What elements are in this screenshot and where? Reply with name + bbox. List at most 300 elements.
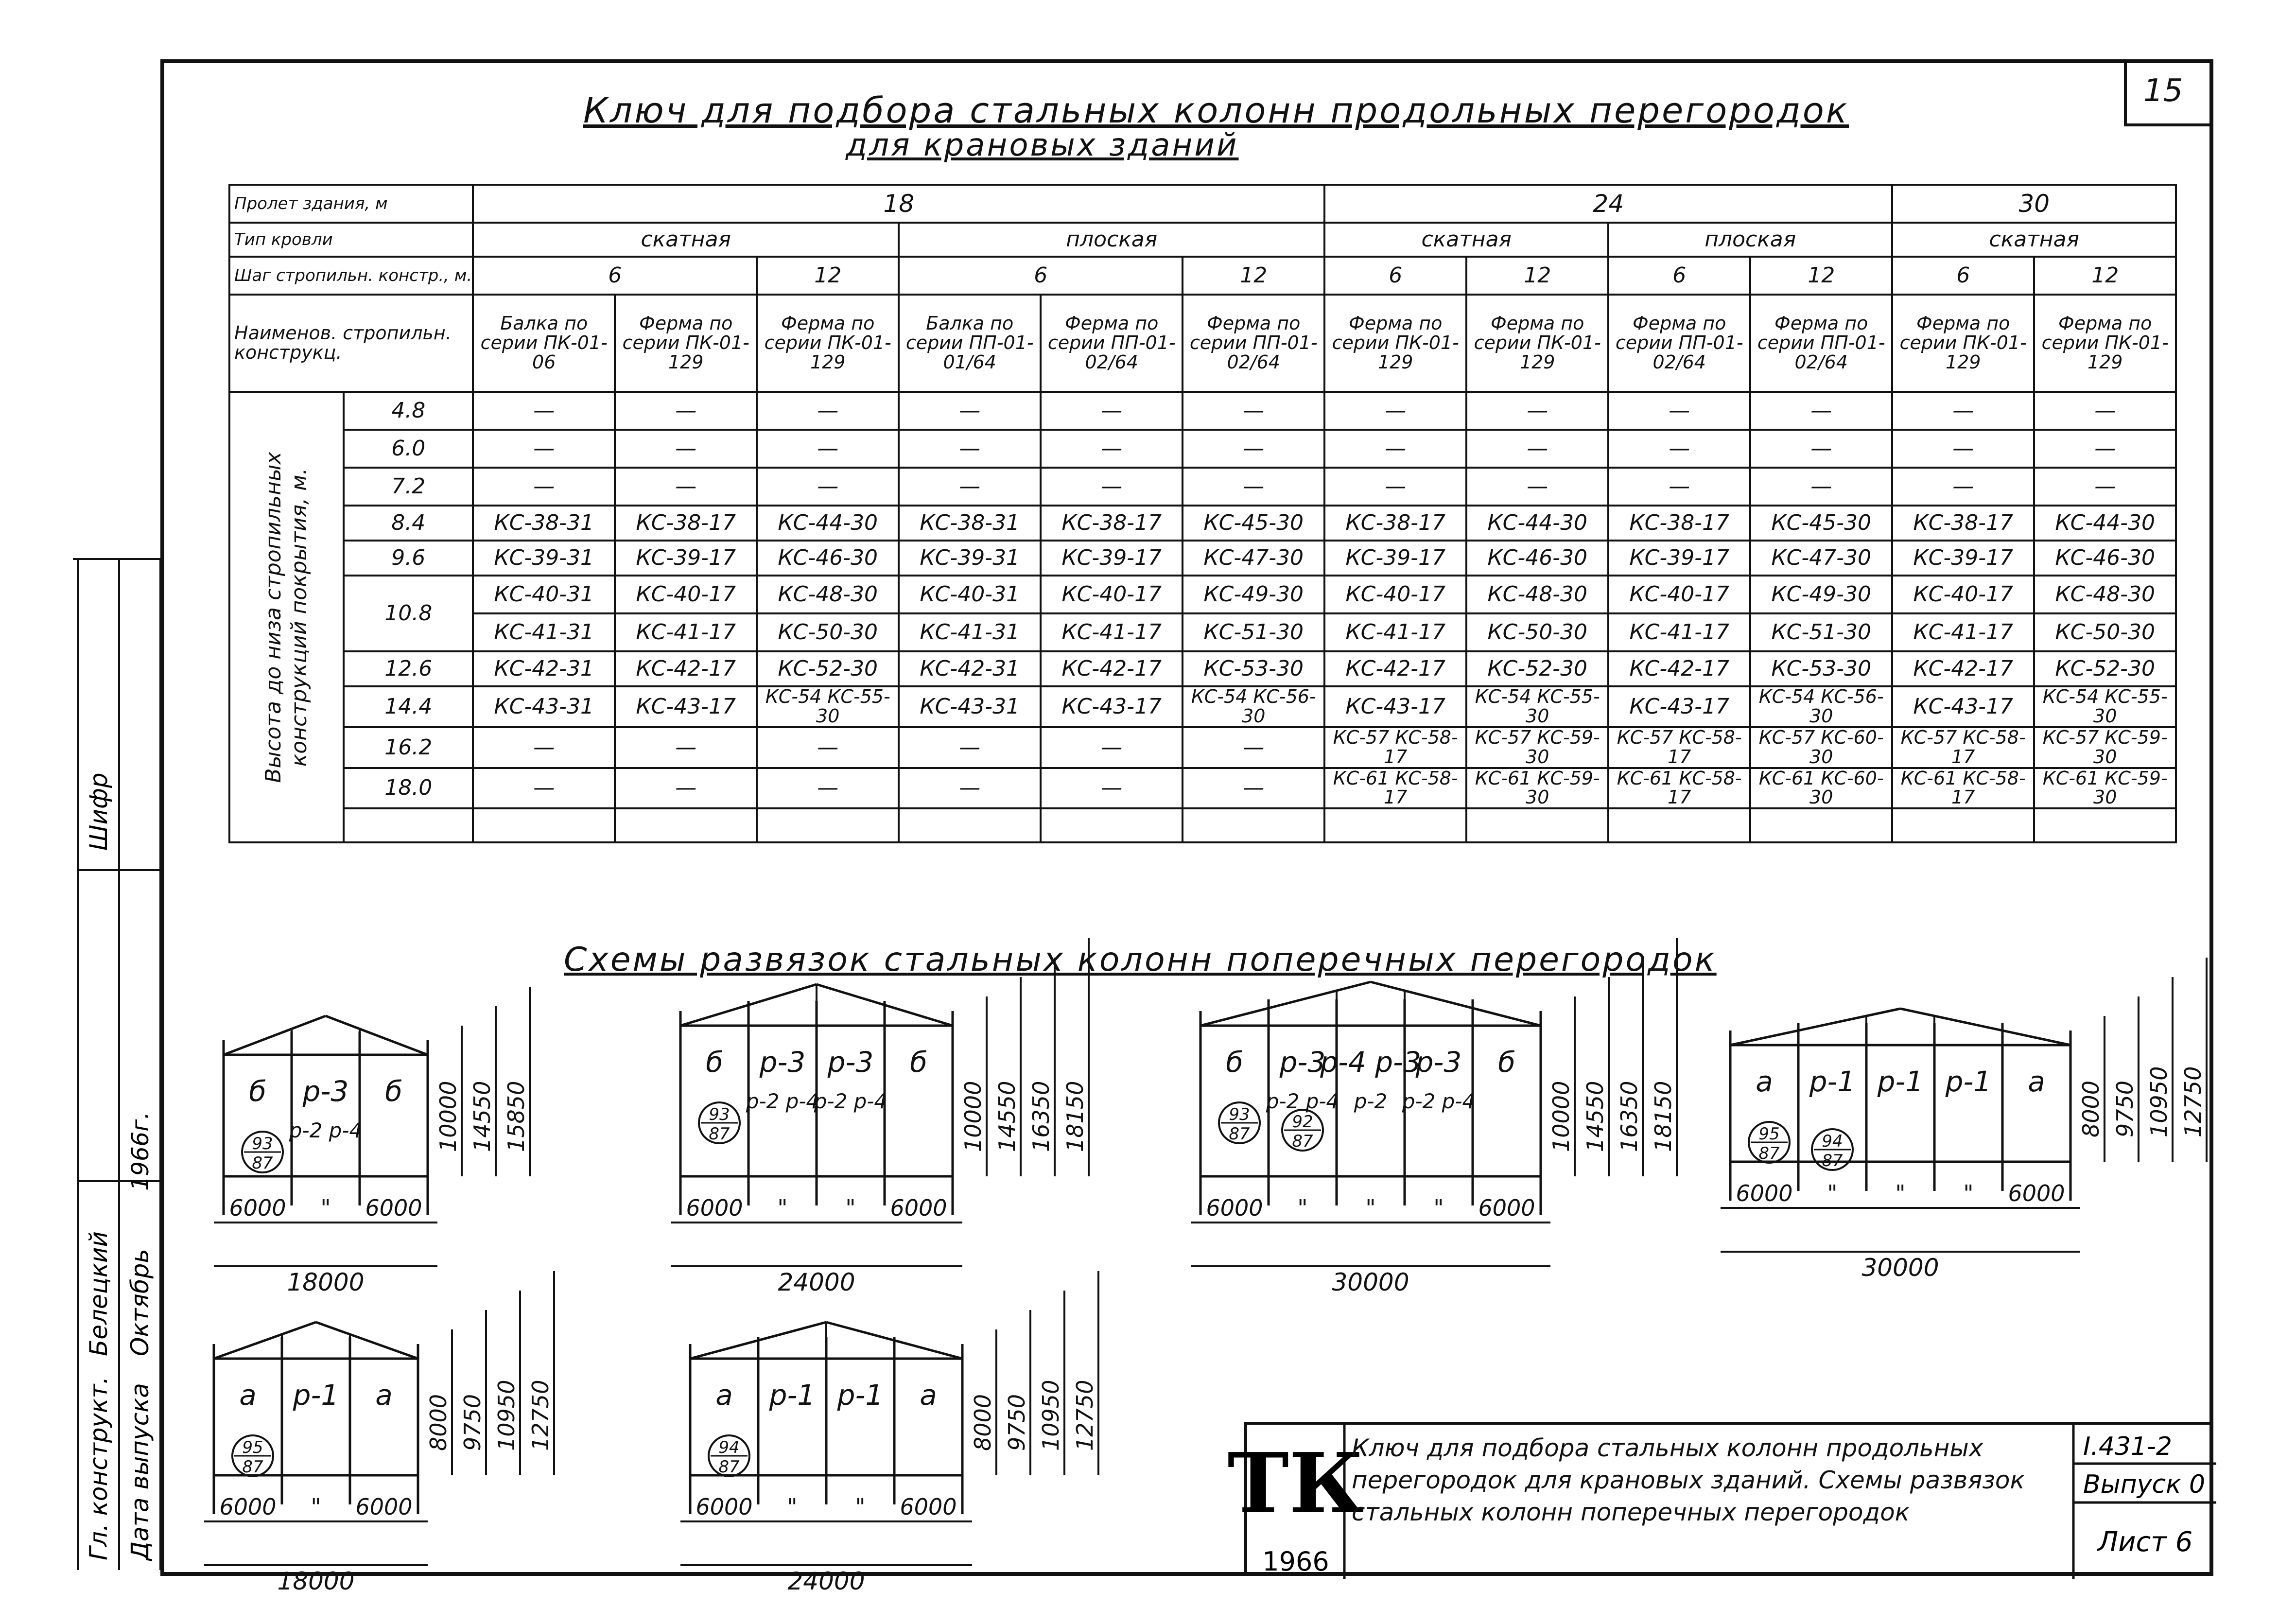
- dimension-total: 24000: [778, 1268, 855, 1296]
- column-mark-cell: КС-46-30: [757, 541, 899, 576]
- column-mark-cell: КС-57 КС-58-17: [1608, 727, 1750, 768]
- column-mark-cell: КС-47-30: [1750, 541, 1892, 576]
- column-mark-cell: —: [1608, 468, 1750, 506]
- panel-label: р-3: [1279, 1046, 1326, 1079]
- column-mark-cell: КС-54 КС-56-30: [1183, 686, 1324, 727]
- panel-sublabel: р-2 р-4: [289, 1118, 363, 1142]
- roof-type: плоская: [899, 223, 1324, 257]
- column-mark-cell: КС-44-30: [1466, 506, 1608, 541]
- column-mark-cell: —: [1750, 468, 1892, 506]
- construction-name: Ферма по серии ПК-01-129: [757, 295, 899, 392]
- dimension-value: 6000: [890, 1195, 947, 1221]
- column-mark-cell: КС-51-30: [1750, 613, 1892, 651]
- dimension-value: ": [1827, 1180, 1838, 1206]
- height-value: 4.8: [344, 392, 473, 430]
- step-value: 12: [1750, 257, 1892, 295]
- dimension-value: 6000: [1478, 1195, 1535, 1221]
- panel-label: а: [239, 1379, 257, 1412]
- column-mark-cell: КС-42-31: [899, 651, 1041, 686]
- column-mark-cell: КС-40-17: [1324, 576, 1466, 613]
- column-mark-cell: —: [473, 768, 615, 809]
- dimension-value: ": [1365, 1195, 1376, 1221]
- column-mark-cell: —: [757, 768, 899, 809]
- panel-label: р-3: [827, 1046, 874, 1079]
- column-mark-cell: КС-45-30: [1750, 506, 1892, 541]
- column-mark-cell: КС-49-30: [1183, 576, 1324, 613]
- node-number-top: 93: [709, 1105, 730, 1124]
- column-mark-cell: —: [1324, 468, 1466, 506]
- dimension-value: 6000: [686, 1195, 743, 1221]
- column-mark-cell: КС-42-31: [473, 651, 615, 686]
- construction-name: Ферма по серии ПК-01-129: [2034, 295, 2176, 392]
- stamp-issue: Выпуск 0: [2083, 1470, 2206, 1499]
- dimension-value: 10950: [2146, 1066, 2172, 1137]
- column-mark-cell: —: [1466, 468, 1608, 506]
- panel-label: а: [715, 1379, 733, 1412]
- column-mark-cell: КС-39-17: [615, 541, 757, 576]
- column-mark-cell: КС-54 КС-56-30: [1750, 686, 1892, 727]
- column-mark-cell: КС-46-30: [1466, 541, 1608, 576]
- column-mark-cell: —: [615, 392, 757, 430]
- column-mark-cell: КС-43-17: [1041, 686, 1183, 727]
- column-mark-cell: —: [1892, 430, 2034, 468]
- column-mark-cell: КС-42-17: [1324, 651, 1466, 686]
- height-value: 14.4: [344, 686, 473, 727]
- construction-name: Балка по серии ПП-01-01/64: [899, 295, 1041, 392]
- column-mark-cell: КС-39-17: [1892, 541, 2034, 576]
- tk-logo: ТК: [1227, 1435, 1364, 1532]
- column-mark-cell: КС-41-17: [1324, 613, 1466, 651]
- dimension-value: 6000: [219, 1494, 277, 1520]
- column-mark-cell: КС-43-17: [1892, 686, 2034, 727]
- panel-label: р-3: [302, 1075, 349, 1108]
- column-mark-cell: КС-43-17: [1324, 686, 1466, 727]
- column-mark-cell: —: [1892, 392, 2034, 430]
- name-designer: Белецкий: [85, 1231, 113, 1356]
- roof-type: скатная: [473, 223, 899, 257]
- stamp-sheet: Лист 6: [2098, 1526, 2193, 1558]
- dimension-value: 16350: [1616, 1081, 1642, 1152]
- dimension-value: 10000: [435, 1081, 461, 1152]
- dimension-value: 18150: [1062, 1081, 1088, 1152]
- dimension-value: 12750: [1072, 1380, 1098, 1451]
- dimension-value: ": [777, 1195, 788, 1221]
- dimension-value: 12750: [2180, 1066, 2206, 1137]
- column-mark-cell: КС-48-30: [1466, 576, 1608, 613]
- dimension-value: 6000: [355, 1494, 413, 1520]
- panel-label: р-3: [759, 1046, 806, 1079]
- column-mark-cell: КС-48-30: [2034, 576, 2176, 613]
- column-mark-cell: —: [473, 727, 615, 768]
- dimension-total: 18000: [277, 1567, 355, 1595]
- truss-chord: [1371, 982, 1541, 1026]
- construction-name: Ферма по серии ПК-01-129: [615, 295, 757, 392]
- column-mark-cell: КС-41-31: [899, 613, 1041, 651]
- dimension-value: 14550: [469, 1081, 495, 1152]
- dimension-value: 10950: [1038, 1380, 1064, 1451]
- dimension-value: 16350: [1028, 1081, 1054, 1152]
- node-number-bottom: 87: [1758, 1144, 1780, 1163]
- truss-chord: [1730, 1009, 1900, 1045]
- panel-sublabel: р-2 р-4: [746, 1089, 819, 1113]
- node-number-top: 94: [718, 1438, 740, 1457]
- roof-type: плоская: [1608, 223, 1892, 257]
- dimension-value: 6000: [900, 1494, 957, 1520]
- column-mark-cell: КС-57 КС-58-17: [1324, 727, 1466, 768]
- panel-label: р-3: [1415, 1046, 1462, 1079]
- construction-name: Ферма по серии ПП-01-02/64: [1183, 295, 1324, 392]
- signature-strip: [73, 559, 160, 1570]
- column-mark-cell: КС-52-30: [2034, 651, 2176, 686]
- column-mark-cell: —: [1608, 392, 1750, 430]
- dimension-value: 6000: [365, 1195, 422, 1221]
- roof-type: скатная: [1892, 223, 2176, 257]
- height-value: 6.0: [344, 430, 473, 468]
- schemes-title: Схемы развязок стальных колонн поперечных перегородок: [564, 941, 1717, 979]
- column-mark-cell: КС-38-31: [899, 506, 1041, 541]
- column-mark-cell: —: [1183, 392, 1324, 430]
- step-value: 6: [899, 257, 1183, 295]
- column-mark-cell: КС-61 КС-60-30: [1750, 768, 1892, 809]
- node-number-bottom: 87: [1292, 1132, 1313, 1151]
- dimension-value: ": [320, 1195, 331, 1221]
- column-mark-cell: —: [1892, 468, 2034, 506]
- column-mark-cell: КС-39-17: [1041, 541, 1183, 576]
- dimension-value: 6000: [229, 1195, 286, 1221]
- column-mark-cell: КС-54 КС-55-30: [1466, 686, 1608, 727]
- stamp-year: 1966: [1262, 1546, 1329, 1577]
- panel-label: б: [1226, 1046, 1243, 1079]
- column-mark-cell: —: [899, 392, 1041, 430]
- roof-type: скатная: [1324, 223, 1608, 257]
- dimension-value: 14550: [994, 1081, 1020, 1152]
- main-subtitle: для крановых зданий: [846, 127, 1239, 163]
- stamp-description: Ключ для подбора стальных колонн продольных перегородок для крановых зданий. Схемы развязок стальных колонн поперечных перегородок: [1352, 1434, 2025, 1526]
- column-mark-cell: —: [1183, 468, 1324, 506]
- column-mark-cell: КС-40-17: [1041, 576, 1183, 613]
- frame-outline: [1730, 1045, 2070, 1162]
- column-mark-cell: —: [1324, 430, 1466, 468]
- panel-label: р-1: [1945, 1065, 1992, 1098]
- role-issue-date: Дата выпуска: [126, 1383, 154, 1560]
- column-mark-cell: КС-50-30: [757, 613, 899, 651]
- column-mark-cell: —: [1466, 392, 1608, 430]
- node-number-bottom: 87: [709, 1124, 730, 1144]
- column-mark-cell: —: [615, 468, 757, 506]
- truss-chord: [316, 1322, 418, 1359]
- column-mark-cell: —: [615, 430, 757, 468]
- height-value: 16.2: [344, 727, 473, 768]
- column-mark-cell: КС-39-31: [899, 541, 1041, 576]
- step-value: 6: [1608, 257, 1750, 295]
- column-mark-cell: —: [899, 727, 1041, 768]
- construction-name: Балка по серии ПК-01-06: [473, 295, 615, 392]
- panel-label: р-1: [1877, 1065, 1924, 1098]
- height-value: 18.0: [344, 768, 473, 809]
- dimension-value: ": [845, 1195, 856, 1221]
- panel-label: б: [910, 1046, 927, 1079]
- step-value: 12: [1183, 257, 1324, 295]
- node-number-top: 93: [252, 1134, 273, 1153]
- column-mark-cell: КС-52-30: [1466, 651, 1608, 686]
- column-mark-cell: —: [615, 768, 757, 809]
- column-mark-cell: КС-42-17: [1608, 651, 1750, 686]
- node-number-top: 93: [1229, 1105, 1250, 1124]
- construction-name: Ферма по серии ПП-01-02/64: [1608, 295, 1750, 392]
- span-18: 18: [473, 185, 1324, 223]
- column-mark-cell: КС-40-17: [1608, 576, 1750, 613]
- column-mark-cell: —: [1466, 430, 1608, 468]
- height-value: 10.8: [344, 576, 473, 651]
- dimension-value: 15850: [503, 1081, 529, 1152]
- dimension-value: 10000: [1548, 1081, 1574, 1152]
- step-value: 12: [1466, 257, 1608, 295]
- dimension-value: 8000: [2078, 1080, 2104, 1137]
- name-date: Октябрь: [126, 1249, 154, 1356]
- step-value: 12: [2034, 257, 2176, 295]
- construction-name: Ферма по серии ПК-01-129: [1324, 295, 1466, 392]
- construction-name: Ферма по серии ПК-01-129: [1466, 295, 1608, 392]
- panel-sublabel: р-2 р-4: [814, 1089, 887, 1113]
- dimension-value: 8000: [425, 1394, 452, 1451]
- panel-sublabel: р-2 р-4: [1266, 1089, 1339, 1113]
- panel-label: р-1: [769, 1379, 816, 1412]
- column-mark-cell: —: [1041, 727, 1183, 768]
- step-value: 12: [757, 257, 899, 295]
- column-mark-cell: —: [757, 468, 899, 506]
- column-mark-cell: КС-57 КС-58-17: [1892, 727, 2034, 768]
- panel-label: б: [385, 1075, 402, 1108]
- column-mark-cell: —: [1183, 768, 1324, 809]
- column-mark-cell: КС-38-17: [1324, 506, 1466, 541]
- construction-name: Ферма по серии ПП-01-02/64: [1750, 295, 1892, 392]
- panel-label: а: [920, 1379, 937, 1412]
- column-mark-cell: КС-50-30: [2034, 613, 2176, 651]
- column-mark-cell: КС-44-30: [2034, 506, 2176, 541]
- role-chief-designer: Гл. конструкт.: [85, 1376, 113, 1560]
- node-number-bottom: 87: [718, 1457, 740, 1477]
- construction-name: Ферма по серии ПК-01-129: [1892, 295, 2034, 392]
- column-mark-cell: КС-53-30: [1750, 651, 1892, 686]
- construction-label: Наименов. стропильн. конструкц.: [229, 295, 473, 392]
- span-24: 24: [1324, 185, 1892, 223]
- dimension-value: 10000: [960, 1081, 986, 1152]
- panel-label: б: [1498, 1046, 1515, 1079]
- column-mark-cell: —: [1750, 392, 1892, 430]
- dimension-value: ": [1297, 1195, 1308, 1221]
- column-mark-cell: КС-52-30: [757, 651, 899, 686]
- height-axis-text: Высота до низа стропильных конструкций покрытия, м.: [261, 452, 312, 783]
- column-mark-cell: КС-42-17: [1892, 651, 2034, 686]
- column-mark-cell: КС-54 КС-55-30: [757, 686, 899, 727]
- title-block: [1227, 1422, 2213, 1577]
- column-mark-cell: —: [757, 430, 899, 468]
- column-mark-cell: КС-43-17: [1608, 686, 1750, 727]
- column-mark-cell: КС-61 КС-59-30: [2034, 768, 2176, 809]
- column-mark-cell: КС-40-17: [615, 576, 757, 613]
- column-mark-cell: КС-41-31: [473, 613, 615, 651]
- dimension-value: 12750: [527, 1380, 554, 1451]
- panel-label: р-1: [293, 1379, 339, 1412]
- panel-label: р-4 р-3: [1320, 1046, 1421, 1079]
- height-value: 7.2: [344, 468, 473, 506]
- column-mark-cell: КС-49-30: [1750, 576, 1892, 613]
- column-mark-cell: —: [899, 430, 1041, 468]
- dimension-value: 9750: [459, 1394, 486, 1451]
- truss-chord: [1200, 982, 1371, 1026]
- dimension-value: ": [311, 1494, 321, 1520]
- column-mark-cell: КС-47-30: [1183, 541, 1324, 576]
- node-number-top: 95: [242, 1438, 263, 1457]
- dimension-value: 6000: [1206, 1195, 1263, 1221]
- column-mark-cell: КС-38-17: [1608, 506, 1750, 541]
- dimension-value: 6000: [696, 1494, 753, 1520]
- column-mark-cell: КС-61 КС-58-17: [1892, 768, 2034, 809]
- panel-label: р-1: [1809, 1065, 1856, 1098]
- column-mark-cell: —: [1324, 392, 1466, 430]
- column-mark-cell: —: [1750, 430, 1892, 468]
- main-title: Ключ для подбора стальных колонн продольных перегородок: [583, 90, 1849, 131]
- node-number-top: 95: [1758, 1124, 1780, 1144]
- column-mark-cell: —: [1183, 430, 1324, 468]
- dimension-value: ": [1433, 1195, 1444, 1221]
- column-mark-cell: КС-41-17: [1892, 613, 2034, 651]
- column-mark-cell: КС-43-31: [473, 686, 615, 727]
- panel-sublabel: р-2: [1354, 1089, 1388, 1113]
- truss-chord: [214, 1322, 316, 1359]
- column-mark-cell: КС-41-17: [615, 613, 757, 651]
- column-mark-cell: —: [899, 468, 1041, 506]
- step-value: 6: [1324, 257, 1466, 295]
- column-mark-cell: —: [1041, 768, 1183, 809]
- column-mark-cell: КС-54 КС-55-30: [2034, 686, 2176, 727]
- node-number-bottom: 87: [252, 1153, 273, 1173]
- column-mark-cell: КС-46-30: [2034, 541, 2176, 576]
- dimension-value: 9750: [2112, 1080, 2138, 1137]
- column-mark-cell: КС-57 КС-59-30: [1466, 727, 1608, 768]
- column-mark-cell: —: [473, 468, 615, 506]
- column-mark-cell: КС-39-17: [1324, 541, 1466, 576]
- panel-label: р-1: [837, 1379, 884, 1412]
- panel-sublabel: р-2 р-4: [1402, 1089, 1476, 1113]
- height-value: 12.6: [344, 651, 473, 686]
- year-text: 1966г.: [127, 1112, 154, 1191]
- column-mark-cell: —: [1608, 430, 1750, 468]
- column-mark-cell: —: [1183, 727, 1324, 768]
- column-mark-cell: КС-51-30: [1183, 613, 1324, 651]
- dimension-total: 30000: [1332, 1268, 1409, 1296]
- dimension-value: ": [787, 1494, 798, 1520]
- column-mark-cell: КС-53-30: [1183, 651, 1324, 686]
- panel-label: б: [706, 1046, 723, 1079]
- dimension-value: ": [855, 1494, 866, 1520]
- dimension-value: 18150: [1650, 1081, 1676, 1152]
- column-mark-cell: КС-50-30: [1466, 613, 1608, 651]
- column-mark-cell: КС-38-17: [1892, 506, 2034, 541]
- column-mark-cell: КС-57 КС-59-30: [2034, 727, 2176, 768]
- construction-name: Ферма по серии ПП-01-02/64: [1041, 295, 1183, 392]
- dimension-value: 14550: [1582, 1081, 1608, 1152]
- column-mark-cell: КС-41-17: [1608, 613, 1750, 651]
- span-label: Пролет здания, м: [229, 185, 473, 223]
- span-30: 30: [1892, 185, 2176, 223]
- column-mark-cell: КС-57 КС-60-30: [1750, 727, 1892, 768]
- column-mark-cell: —: [615, 727, 757, 768]
- dimension-value: 8000: [970, 1394, 996, 1451]
- dimension-value: 6000: [2008, 1180, 2065, 1206]
- truss-chord: [1900, 1009, 2070, 1045]
- column-mark-cell: КС-38-17: [1041, 506, 1183, 541]
- page-number: 15: [2143, 73, 2183, 109]
- column-mark-cell: КС-61 КС-58-17: [1324, 768, 1466, 809]
- column-mark-cell: —: [899, 768, 1041, 809]
- column-mark-cell: —: [757, 392, 899, 430]
- dimension-value: 9750: [1004, 1394, 1030, 1451]
- step-value: 6: [1892, 257, 2034, 295]
- step-value: 6: [473, 257, 757, 295]
- column-mark-cell: КС-42-17: [615, 651, 757, 686]
- truss-chord: [224, 1016, 326, 1055]
- node-number-top: 92: [1292, 1112, 1313, 1132]
- column-mark-cell: КС-44-30: [757, 506, 899, 541]
- column-mark-cell: КС-61 КС-58-17: [1608, 768, 1750, 809]
- column-mark-cell: КС-43-17: [615, 686, 757, 727]
- truss-chord: [326, 1016, 428, 1055]
- column-mark-cell: КС-43-31: [899, 686, 1041, 727]
- column-mark-cell: КС-40-31: [899, 576, 1041, 613]
- stamp-series: I.431-2: [2083, 1432, 2172, 1461]
- dimension-total: 24000: [787, 1567, 865, 1595]
- panel-label: б: [249, 1075, 266, 1108]
- node-number-top: 94: [1822, 1132, 1843, 1151]
- dimension-value: 10950: [493, 1380, 520, 1451]
- column-mark-cell: КС-38-17: [615, 506, 757, 541]
- column-mark-cell: КС-38-31: [473, 506, 615, 541]
- node-number-bottom: 87: [1229, 1124, 1250, 1144]
- node-number-bottom: 87: [1822, 1151, 1843, 1170]
- column-mark-cell: —: [757, 727, 899, 768]
- column-mark-cell: —: [473, 392, 615, 430]
- node-number-bottom: 87: [242, 1457, 263, 1477]
- panel-label: а: [1756, 1065, 1773, 1098]
- column-mark-cell: —: [1041, 430, 1183, 468]
- column-mark-cell: КС-39-31: [473, 541, 615, 576]
- dimension-total: 30000: [1861, 1254, 1939, 1282]
- column-mark-cell: —: [1041, 392, 1183, 430]
- dimension-total: 18000: [287, 1268, 365, 1296]
- column-mark-cell: КС-48-30: [757, 576, 899, 613]
- column-mark-cell: —: [473, 430, 615, 468]
- cipher-label: Шифр: [85, 772, 113, 851]
- panel-label: а: [375, 1379, 393, 1412]
- column-mark-cell: КС-45-30: [1183, 506, 1324, 541]
- column-mark-cell: КС-61 КС-59-30: [1466, 768, 1608, 809]
- height-value: 9.6: [344, 541, 473, 576]
- column-mark-cell: КС-40-17: [1892, 576, 2034, 613]
- column-mark-cell: —: [2034, 392, 2176, 430]
- column-mark-cell: КС-40-31: [473, 576, 615, 613]
- column-mark-cell: КС-41-17: [1041, 613, 1183, 651]
- panel-label: а: [2028, 1065, 2045, 1098]
- dimension-value: ": [1963, 1180, 1974, 1206]
- dimension-value: ": [1895, 1180, 1906, 1206]
- column-mark-cell: —: [2034, 430, 2176, 468]
- column-mark-cell: КС-39-17: [1608, 541, 1750, 576]
- column-mark-cell: КС-42-17: [1041, 651, 1183, 686]
- column-mark-cell: —: [1041, 468, 1183, 506]
- roof-label: Тип кровли: [229, 223, 473, 257]
- height-value: 8.4: [344, 506, 473, 541]
